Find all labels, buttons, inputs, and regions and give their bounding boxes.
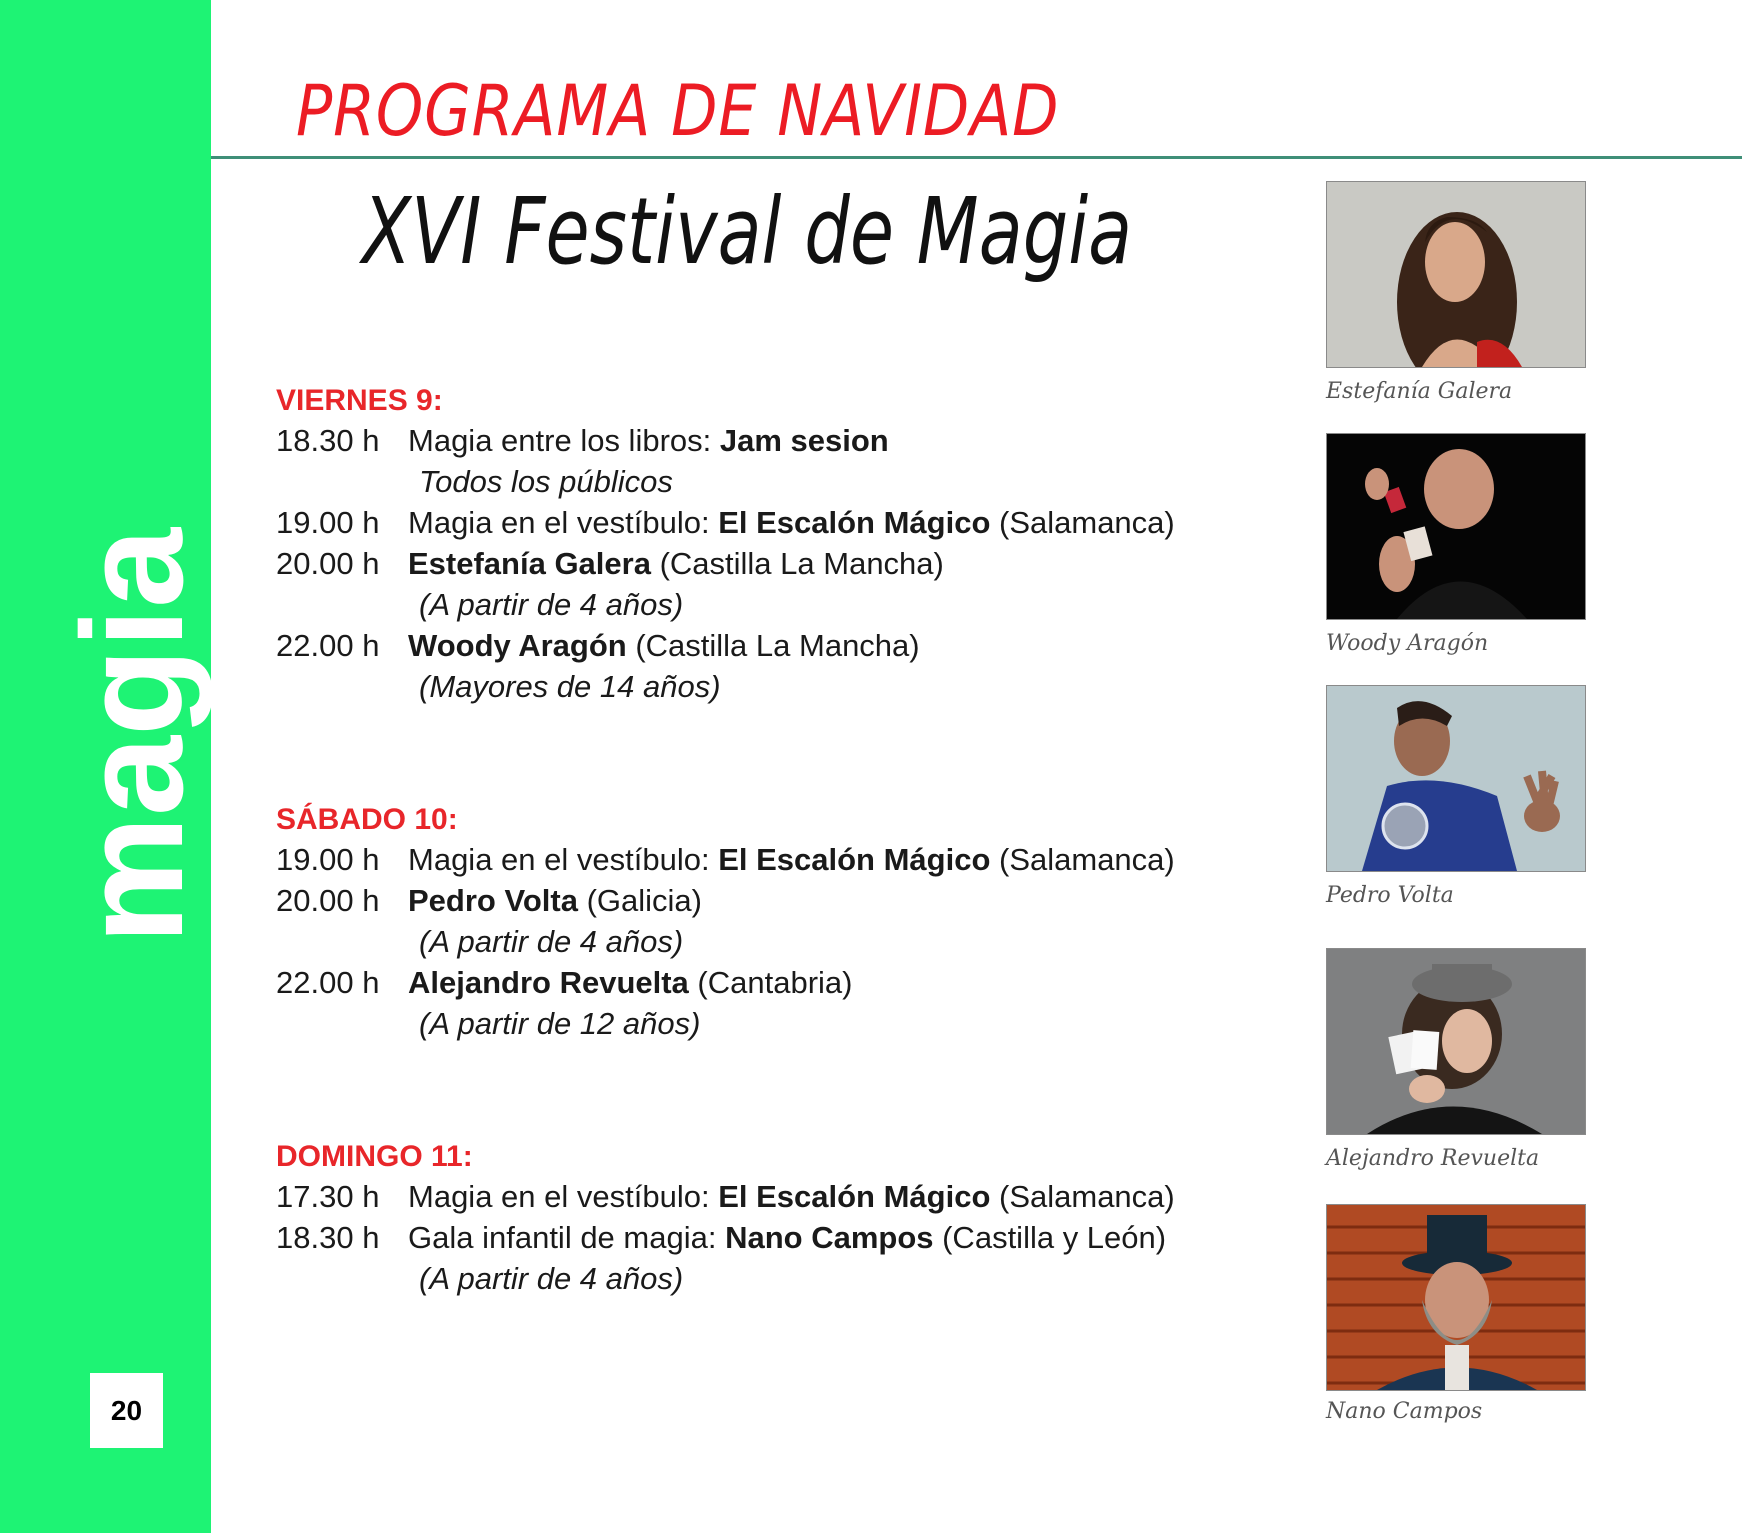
event-description: Magia en el vestíbulo: El Escalón Mágico (Salamanca) [408, 505, 1175, 540]
event-note: (A partir de 4 años) [419, 587, 684, 622]
photo-caption: Pedro Volta [1326, 883, 1454, 908]
event-name: Woody Aragón [408, 628, 627, 663]
event-time: 22.00 h [276, 965, 380, 1000]
day-heading: DOMINGO 11: [276, 1140, 473, 1173]
event-row [276, 420, 1256, 461]
program-schedule [276, 382, 1256, 1299]
event-note: Todos los públicos [419, 464, 673, 499]
day-block [276, 1138, 1256, 1299]
page-number: 20 [90, 1373, 163, 1448]
day-heading: SÁBADO 10: [276, 803, 458, 836]
event-description: Pedro Volta (Galicia) [408, 883, 702, 918]
event-time: 19.00 h [276, 505, 380, 540]
performer-photo [1326, 1204, 1586, 1391]
photo-caption: Estefanía Galera [1326, 379, 1513, 404]
event-description: Gala infantil de magia: Nano Campos (Castilla y León) [408, 1220, 1167, 1255]
performer-photo [1326, 181, 1586, 368]
event-description: Magia en el vestíbulo: El Escalón Mágico (Salamanca) [408, 842, 1175, 877]
event-time: 17.30 h [276, 1179, 380, 1214]
event-note: (A partir de 4 años) [419, 1261, 684, 1296]
event-name: Estefanía Galera [408, 546, 651, 581]
event-row [276, 1176, 1256, 1217]
event-time: 18.30 h [276, 423, 380, 458]
performer-photo [1326, 433, 1586, 620]
event-row [276, 880, 1256, 921]
event-name: El Escalón Mágico [718, 505, 991, 540]
photo-caption: Nano Campos [1326, 1399, 1483, 1424]
event-description: Woody Aragón (Castilla La Mancha) [408, 628, 920, 663]
section-label: magia [52, 527, 213, 945]
festival-title: XVI Festival de Magia [362, 178, 1133, 285]
event-name: Pedro Volta [408, 883, 578, 918]
event-name: Nano Campos [725, 1220, 934, 1255]
event-description: Alejandro Revuelta (Cantabria) [408, 965, 853, 1000]
event-time: 20.00 h [276, 883, 380, 918]
day-block [276, 382, 1256, 707]
event-time: 18.30 h [276, 1220, 380, 1255]
event-row [276, 962, 1256, 1003]
day-block [276, 801, 1256, 1044]
page-title: PROGRAMA DE NAVIDAD [296, 70, 1060, 152]
event-description: Estefanía Galera (Castilla La Mancha) [408, 546, 944, 581]
event-name: El Escalón Mágico [718, 1179, 991, 1214]
event-row [276, 543, 1256, 584]
performer-photo [1326, 685, 1586, 872]
event-time: 22.00 h [276, 628, 380, 663]
event-name: Jam sesion [719, 423, 889, 458]
event-row [276, 1217, 1256, 1258]
day-heading: VIERNES 9: [276, 384, 443, 417]
event-note: (Mayores de 14 años) [419, 669, 721, 704]
event-row [276, 625, 1256, 666]
event-time: 20.00 h [276, 546, 380, 581]
header-divider [211, 156, 1742, 159]
event-description: Magia entre los libros: Jam sesion [408, 423, 889, 458]
photo-caption: Woody Aragón [1326, 631, 1489, 656]
performer-photo [1326, 948, 1586, 1135]
event-time: 19.00 h [276, 842, 380, 877]
event-row [276, 502, 1256, 543]
event-row [276, 839, 1256, 880]
event-description: Magia en el vestíbulo: El Escalón Mágico (Salamanca) [408, 1179, 1175, 1214]
photo-caption: Alejandro Revuelta [1326, 1146, 1540, 1171]
event-name: Alejandro Revuelta [408, 965, 689, 1000]
event-note: (A partir de 4 años) [419, 924, 684, 959]
event-name: El Escalón Mágico [718, 842, 991, 877]
event-note: (A partir de 12 años) [419, 1006, 701, 1041]
